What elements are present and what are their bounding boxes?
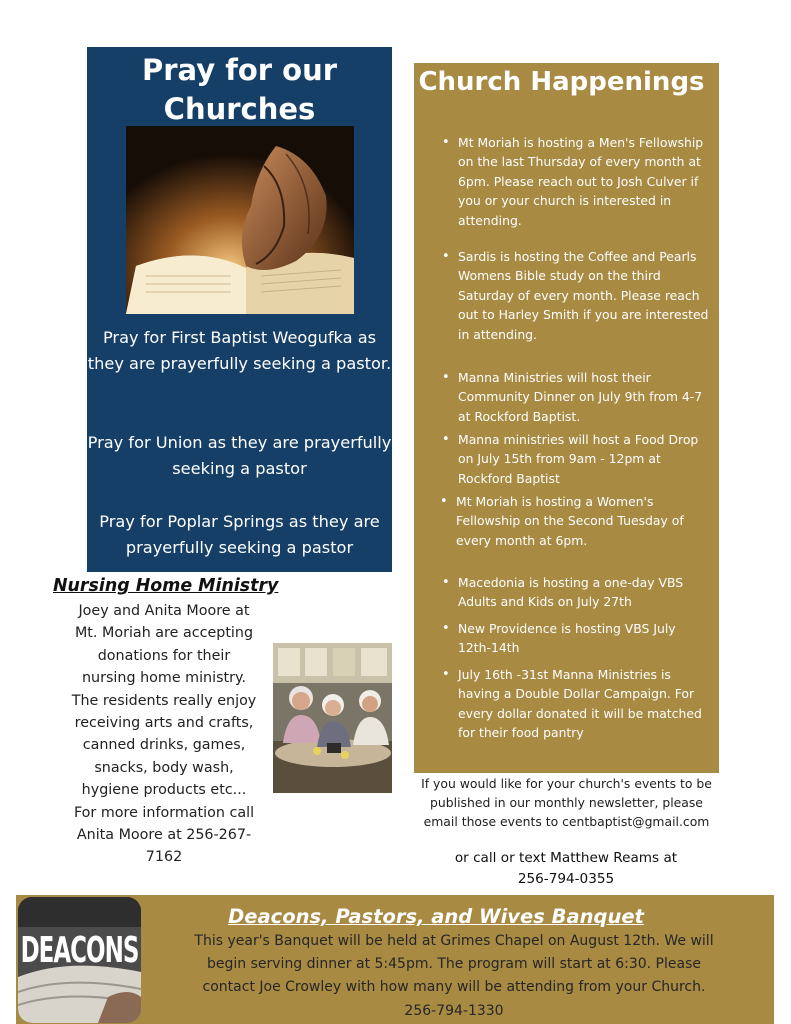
pray-item-poplar-springs: Pray for Poplar Springs as they are prayerfully seeking a pastor (99, 512, 380, 558)
happening-item: • July 16th -31st Manna Ministries is having a Double Dollar Campaign. For every dollar donated it will be matched for their food pantry (458, 665, 710, 743)
banquet-title: Deacons, Pastors, and Wives Banquet (228, 905, 644, 928)
nursing-home-title: Nursing Home Ministry (53, 576, 279, 596)
deacons-word: DEACONS (20, 931, 139, 972)
banquet-band (16, 895, 774, 1024)
happening-item: • Mt Moriah is hosting a Men's Fellowship on the last Thursday of every month at 6pm. Please reach out to Josh Culver if you or your church is interested in attending. (458, 133, 710, 230)
banquet-body: This year's Banquet will be held at Grimes Chapel on August 12th. We will begin serving dinner at 5:45pm. The program will start at 6:30. Please contact Joe Crowley with how many will be attending from your Church. 256-794-1330 (194, 933, 714, 1019)
nursing-home-residents-illustration (273, 643, 392, 793)
pray-title: Pray for our Churches (141, 53, 338, 126)
happening-item: • Mt Moriah is hosting a Women's Fellowship on the Second Tuesday of every month at 6pm. (456, 492, 708, 550)
happening-item: • Macedonia is hosting a one-day VBS Adults and Kids on July 27th (458, 573, 710, 612)
nursing-home-body: Joey and Anita Moore at Mt. Moriah are accepting donations for their nursing home ministry. The residents really enjoy receiving arts and crafts, canned drinks, games, snacks, body wash, hygiene products etc... For more information call Anita Moore at 256-267-7162 (71, 603, 257, 866)
praying-hands-bible-photo (126, 126, 354, 314)
pray-panel (87, 47, 392, 572)
happening-item: • Manna Ministries will host their Community Dinner on July 9th from 4-7 at Rockford Baptist. (458, 368, 710, 426)
nursing-home-photo (273, 643, 392, 793)
church-happenings-title: Church Happenings (418, 67, 705, 97)
pray-item-first-baptist: Pray for First Baptist Weogufka as they are prayerfully seeking a pastor. (87, 328, 392, 374)
newsletter-call-note: or call or text Matthew Reams at 256-794-0355 (454, 850, 678, 887)
pray-item-union: Pray for Union as they are prayerfully seeking a pastor (87, 433, 392, 479)
happening-item: • Manna ministries will host a Food Drop on July 15th from 9am - 12pm at Rockford Baptist (458, 430, 710, 488)
newsletter-note: If you would like for your church's events to be published in our monthly newsletter, please email those events to centbaptist@gmail.com (421, 776, 712, 830)
happening-item: • New Providence is hosting VBS July 12th-14th (458, 619, 710, 658)
happening-item: • Sardis is hosting the Coffee and Pearls Womens Bible study on the third Saturday of every month. Please reach out to Harley Smith if you are interested in attending. (458, 247, 710, 344)
praying-hands-illustration (126, 126, 354, 314)
church-happenings-panel (414, 63, 719, 773)
deacons-image (18, 897, 141, 1023)
